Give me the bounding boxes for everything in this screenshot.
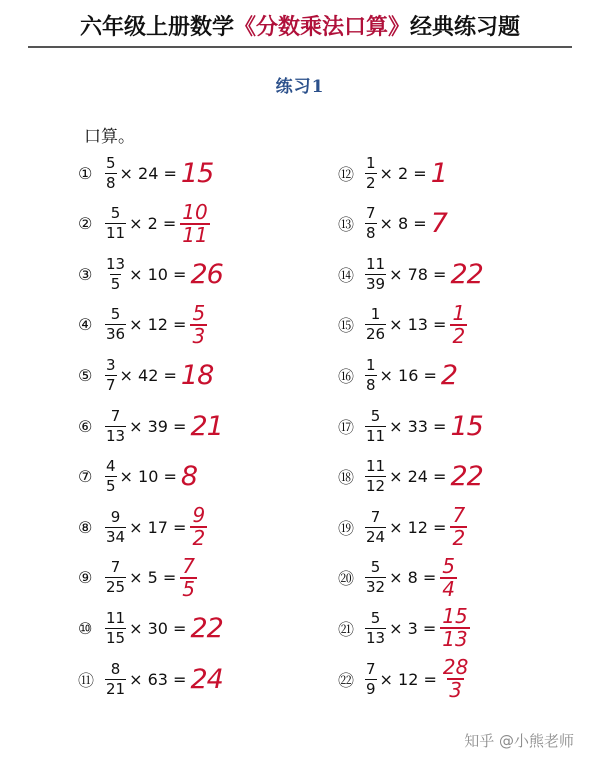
problem-item	[78, 256, 223, 292]
fraction-denominator: 11	[366, 426, 386, 445]
answer-value: 22	[450, 258, 483, 290]
problem-fraction	[365, 307, 386, 342]
answer-numerator: 9	[192, 503, 206, 528]
answer-numerator: 15	[442, 604, 468, 629]
title-divider	[28, 46, 572, 48]
problem-number: ⑨	[78, 568, 93, 588]
answer-numerator: 7	[452, 503, 466, 528]
answer-fraction	[180, 553, 197, 601]
problem-item	[338, 206, 447, 242]
fraction-numerator: 11	[106, 608, 126, 627]
problem-operation: × 10 =	[119, 467, 177, 487]
problem-operation: × 42 =	[119, 365, 177, 385]
answer-numerator: 1	[452, 300, 466, 325]
problem-operation: × 16 =	[379, 365, 437, 385]
fraction-numerator: 5	[110, 305, 121, 324]
page-title-part3: 经典练习题	[410, 13, 521, 40]
problem-fraction	[365, 507, 386, 546]
answer-denominator: 5	[182, 576, 195, 601]
problem-item	[78, 553, 197, 601]
answer-value: 15	[450, 410, 483, 442]
problem-number: ⑦	[78, 467, 93, 487]
problem-item	[338, 503, 467, 551]
problem-operation: × 12 =	[379, 669, 437, 689]
answer-value: 22	[450, 461, 483, 493]
problem-fraction	[105, 406, 126, 445]
problem-fraction	[365, 459, 386, 494]
page-title-part2: 《分数乘法口算》	[233, 13, 410, 40]
fraction-numerator: 7	[366, 659, 376, 678]
problem-operation: × 2 =	[379, 163, 427, 183]
answer-fraction	[190, 503, 207, 551]
fraction-numerator: 5	[370, 406, 381, 425]
problem-fraction	[105, 507, 126, 546]
problem-operation: × 8 =	[389, 568, 437, 588]
problem-item	[338, 604, 470, 652]
answer-denominator: 3	[449, 678, 462, 702]
fraction-denominator: 39	[366, 274, 386, 293]
fraction-numerator: 1	[366, 153, 376, 172]
fraction-denominator: 8	[366, 375, 376, 394]
problem-operation: × 17 =	[129, 517, 187, 537]
answer-fraction	[440, 604, 469, 652]
answer-value: 15	[180, 157, 214, 189]
problem-item	[338, 256, 483, 292]
problem-fraction	[105, 206, 126, 241]
problem-item	[78, 408, 223, 444]
problem-number: ⑧	[78, 517, 93, 537]
problem-number: ⑪	[78, 670, 95, 690]
exercise-subtitle: 练习1	[275, 77, 325, 97]
problem-fraction	[105, 355, 117, 394]
answer-denominator: 2	[192, 526, 206, 551]
problem-operation: × 39 =	[129, 416, 187, 436]
fraction-numerator: 1	[366, 355, 376, 374]
problem-item	[338, 459, 483, 495]
problem-operation: × 13 =	[389, 315, 447, 335]
problem-operation: × 2 =	[129, 214, 177, 234]
problem-operation: × 30 =	[129, 618, 187, 638]
answer-fraction	[440, 553, 457, 601]
fraction-numerator: 5	[370, 558, 381, 577]
fraction-denominator: 26	[366, 325, 386, 344]
fraction-denominator: 12	[366, 477, 386, 496]
problem-item	[78, 661, 223, 697]
problem-number: ㉒	[338, 670, 355, 690]
problem-number: ②	[78, 214, 93, 234]
answer-fraction	[450, 300, 467, 348]
answer-denominator: 4	[442, 576, 455, 601]
problem-fraction	[365, 560, 386, 595]
problem-number: ⑬	[338, 215, 355, 235]
answer-value: 24	[190, 663, 223, 695]
problem-fraction	[365, 153, 377, 192]
fraction-denominator: 5	[110, 274, 121, 293]
fraction-denominator: 2	[366, 173, 376, 192]
problem-number: ⑫	[338, 164, 355, 184]
problem-operation: × 24 =	[389, 467, 447, 487]
fraction-denominator: 36	[106, 325, 126, 344]
fraction-denominator: 24	[366, 527, 386, 546]
problem-number: ⑰	[338, 417, 355, 437]
problem-fraction	[105, 659, 126, 698]
watermark: 知乎 @小熊老师	[464, 732, 574, 750]
problem-fraction	[365, 254, 386, 293]
fraction-numerator: 5	[106, 153, 116, 172]
problem-fraction	[105, 459, 117, 494]
fraction-denominator: 34	[106, 527, 126, 546]
fraction-denominator: 7	[106, 375, 116, 394]
answer-denominator: 13	[442, 627, 468, 652]
answer-value: 7	[430, 208, 447, 240]
problem-operation: × 12 =	[389, 517, 447, 537]
fraction-denominator: 5	[106, 477, 116, 496]
fraction-denominator: 8	[106, 173, 116, 192]
answer-fraction	[441, 655, 470, 702]
fraction-denominator: 8	[366, 224, 376, 243]
problem-item	[338, 357, 457, 393]
problem-number: ⑯	[338, 366, 355, 386]
answer-value: 1	[430, 157, 447, 189]
problem-fraction	[365, 206, 377, 241]
problem-item	[78, 503, 207, 551]
problem-item	[338, 655, 470, 702]
problem-fraction	[105, 608, 126, 647]
answer-fraction	[190, 300, 207, 348]
problem-fraction	[365, 406, 386, 445]
problem-number: ⑳	[338, 569, 355, 589]
fraction-numerator: 8	[110, 659, 121, 678]
fraction-denominator: 11	[106, 224, 126, 243]
problem-item	[338, 300, 467, 348]
answer-numerator: 5	[192, 300, 206, 325]
problem-operation: × 5 =	[129, 568, 177, 588]
answer-value: 26	[190, 258, 223, 290]
problem-item	[78, 357, 213, 393]
problem-number: ⑩	[78, 618, 93, 638]
fraction-denominator: 32	[366, 578, 386, 597]
problem-number: ⑱	[338, 468, 355, 488]
problem-number: ㉑	[338, 619, 355, 639]
answer-numerator: 10	[182, 199, 208, 224]
answer-numerator: 5	[442, 553, 455, 578]
answer-numerator: 28	[442, 655, 469, 679]
problem-item	[338, 155, 447, 191]
problem-item	[78, 199, 210, 247]
fraction-numerator: 7	[110, 558, 121, 577]
problem-operation: × 24 =	[119, 163, 177, 183]
fraction-numerator: 4	[106, 457, 116, 476]
problem-operation: × 3 =	[389, 618, 437, 638]
problem-operation: × 8 =	[379, 214, 427, 234]
answer-fraction	[180, 199, 209, 247]
problem-operation: × 10 =	[129, 264, 187, 284]
fraction-numerator: 13	[106, 254, 126, 273]
answer-value: 18	[180, 359, 214, 391]
problem-fraction	[365, 659, 377, 698]
problem-item	[78, 459, 197, 495]
page-title	[0, 0, 600, 50]
fraction-denominator: 25	[106, 578, 126, 597]
fraction-numerator: 7	[370, 507, 381, 526]
problem-fraction	[105, 307, 126, 342]
fraction-numerator: 5	[370, 608, 381, 627]
answer-denominator: 3	[192, 323, 206, 348]
fraction-numerator: 5	[110, 204, 121, 223]
problem-number: ⑲	[338, 518, 355, 538]
fraction-denominator: 13	[106, 426, 126, 445]
problem-operation: × 63 =	[129, 669, 187, 689]
fraction-numerator: 3	[106, 355, 116, 374]
problem-fraction	[105, 254, 126, 293]
fraction-denominator: 9	[366, 679, 376, 698]
problem-fraction	[105, 153, 117, 192]
fraction-numerator: 7	[366, 204, 376, 223]
problem-number: ⑤	[78, 365, 93, 385]
problem-item	[78, 155, 213, 191]
answer-value: 8	[180, 461, 198, 493]
answer-numerator: 7	[182, 553, 195, 578]
answer-value: 2	[440, 359, 458, 391]
fraction-numerator: 9	[110, 507, 121, 526]
problem-number: ①	[78, 163, 93, 183]
fraction-numerator: 11	[366, 457, 386, 476]
answer-denominator: 2	[452, 526, 466, 551]
fraction-denominator: 21	[106, 679, 126, 698]
answer-value: 22	[190, 612, 223, 644]
problem-fraction	[105, 560, 126, 595]
problem-number: ④	[78, 315, 93, 335]
problem-operation: × 12 =	[129, 315, 187, 335]
problem-item	[78, 300, 207, 348]
problem-number: ⑥	[78, 416, 93, 436]
problem-item	[338, 553, 457, 601]
answer-fraction	[450, 503, 467, 551]
problem-item	[338, 408, 483, 444]
fraction-denominator: 13	[366, 628, 386, 647]
problem-fraction	[365, 608, 386, 647]
problem-item	[78, 610, 223, 646]
fraction-numerator: 7	[110, 406, 121, 425]
fraction-numerator: 1	[370, 305, 381, 324]
problem-number: ③	[78, 264, 93, 284]
problem-operation: × 78 =	[389, 264, 447, 284]
answer-value: 21	[190, 410, 223, 442]
answer-denominator: 11	[182, 222, 208, 247]
problem-number: ⑭	[338, 265, 355, 285]
problem-operation: × 33 =	[389, 416, 447, 436]
instruction-text: 口算。	[84, 127, 135, 147]
page-title-part1: 六年级上册数学	[79, 13, 234, 40]
answer-denominator: 2	[452, 323, 466, 348]
problem-number: ⑮	[338, 316, 355, 336]
fraction-numerator: 11	[366, 254, 386, 273]
fraction-denominator: 15	[106, 628, 126, 647]
problem-fraction	[365, 355, 377, 394]
